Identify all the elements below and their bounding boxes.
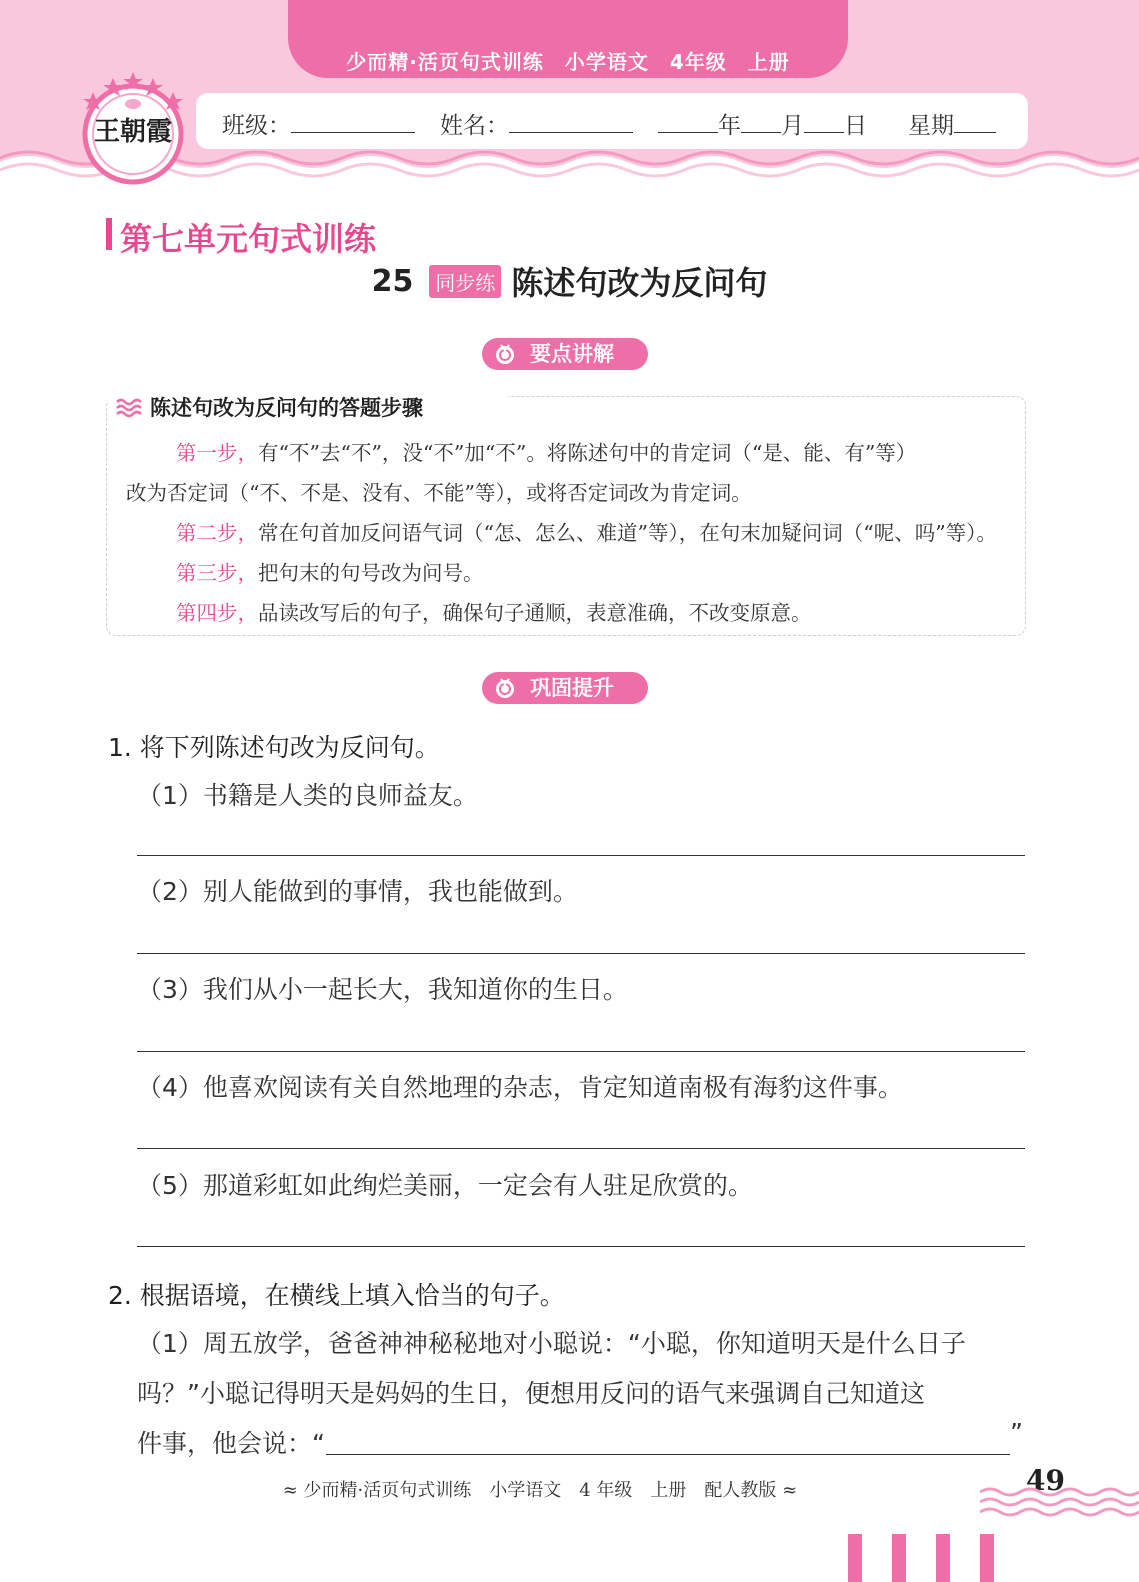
question-1-item-1: （1）书籍是人类的良师益友。: [137, 781, 478, 810]
answer-line-3[interactable]: [137, 1051, 1025, 1052]
lesson-tag: 同步练: [429, 265, 501, 298]
step-4-text: 品读改写后的句子，确保句子通顺，表意准确，不改变原意。: [258, 601, 812, 625]
weekday-field[interactable]: [908, 107, 996, 140]
brand-logo: [78, 70, 188, 188]
question-2-title: 2. 根据语境，在横线上填入恰当的句子。: [108, 1281, 565, 1310]
answer-line-2[interactable]: [137, 953, 1025, 954]
class-field[interactable]: [222, 107, 415, 140]
question-1-item-5: （5）那道彩虹如此绚烂美丽，一定会有人驻足欣赏的。: [137, 1171, 753, 1200]
class-label: 班级：: [222, 113, 291, 139]
day-label: 日: [844, 113, 867, 139]
section-explain-pill: [482, 338, 648, 370]
lesson-number: 25: [371, 263, 414, 299]
class-blank[interactable]: [291, 111, 415, 133]
name-label: 姓名：: [440, 113, 509, 139]
step-4: [176, 596, 812, 626]
question-1-item-4: （4）他喜欢阅读有关自然地理的杂志，肯定知道南极有海豹这件事。: [137, 1073, 903, 1102]
page-number: 49: [1026, 1464, 1065, 1497]
section-explain-label: 要点讲解: [530, 342, 614, 366]
footer-wave-decoration: [980, 1484, 1139, 1520]
explain-heading: 陈述句改为反问句的答题步骤: [150, 396, 423, 420]
weekday-label: 星期: [908, 113, 954, 139]
month-blank[interactable]: [741, 111, 781, 133]
step-4-label: 第四步，: [176, 601, 258, 625]
step-3-label: 第三步，: [176, 561, 258, 585]
date-field[interactable]: [658, 107, 867, 140]
section-practice-pill: [482, 672, 648, 704]
question-2-close-quote: ”: [1010, 1418, 1023, 1447]
step-3-text: 把句末的句号改为问号。: [258, 561, 484, 585]
step-2-label: 第二步，: [176, 521, 258, 545]
step-1-label: 第一步，: [176, 441, 258, 465]
year-label: 年: [718, 113, 741, 139]
answer-line-4[interactable]: [137, 1148, 1025, 1149]
answer-line-q2[interactable]: [326, 1454, 1010, 1455]
medal-icon: [494, 677, 516, 699]
footer-bars-decoration: [846, 1530, 1006, 1582]
day-blank[interactable]: [804, 111, 844, 133]
footer-series-text: ≈ 少而精·活页句式训练 小学语文 4 年级 上册 配人教版 ≈: [282, 1480, 798, 1501]
answer-line-5[interactable]: [137, 1246, 1025, 1247]
series-title: 少而精·活页句式训练 小学语文 4年级 上册: [346, 50, 790, 74]
step-3: [176, 556, 484, 586]
answer-line-1[interactable]: [137, 855, 1025, 856]
month-label: 月: [781, 113, 804, 139]
year-blank[interactable]: [658, 111, 718, 133]
name-field[interactable]: [440, 107, 633, 140]
logo-text: 王朝霞: [93, 117, 173, 147]
lesson-title: 陈述句改为反问句: [511, 264, 768, 302]
unit-title-marker: [106, 218, 112, 250]
wave-lines-icon: [116, 396, 144, 418]
name-blank[interactable]: [509, 111, 633, 133]
question-2-line-3: 件事，他会说：“: [137, 1429, 325, 1458]
step-2: [176, 516, 997, 546]
weekday-blank[interactable]: [954, 111, 996, 133]
question-2-line-1: （1）周五放学，爸爸神神秘秘地对小聪说：“小聪，你知道明天是什么日子: [137, 1329, 966, 1358]
question-1-title: 1. 将下列陈述句改为反问句。: [108, 733, 440, 762]
question-1-item-2: （2）别人能做到的事情，我也能做到。: [137, 877, 578, 906]
step-2-text: 常在句首加反问语气词（“怎、怎么、难道”等），在句末加疑问词（“呢、吗”等）。: [258, 521, 997, 545]
step-1-text: 有“不”去“不”，没“不”加“不”。将陈述句中的肯定词（“是、能、有”等）: [258, 441, 917, 465]
lesson-heading: [0, 258, 1139, 304]
unit-title: 第七单元句式训练: [120, 220, 377, 258]
medal-icon: [494, 343, 516, 365]
step-1-continued: 改为否定词（“不、不是、没有、不能”等），或将否定词改为肯定词。: [126, 481, 752, 505]
question-1-item-3: （3）我们从小一起长大，我知道你的生日。: [137, 975, 628, 1004]
step-1: [176, 436, 916, 466]
question-2-line-2: 吗？”小聪记得明天是妈妈的生日，便想用反问的语气来强调自己知道这: [137, 1379, 925, 1408]
section-practice-label: 巩固提升: [530, 676, 614, 700]
